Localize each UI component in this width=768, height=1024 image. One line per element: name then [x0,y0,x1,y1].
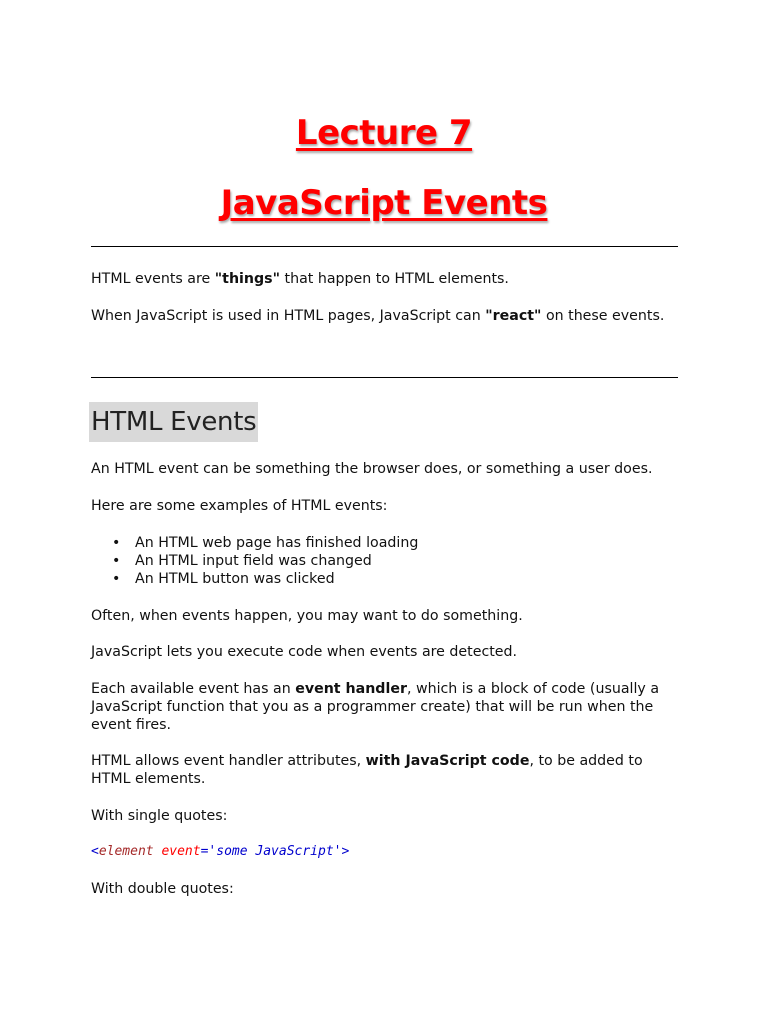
section-heading: HTML Events [89,402,258,442]
code-example: <element event='some JavaScript'> [91,844,350,859]
intro-paragraph-1: HTML events are "things" that happen to HTML elements. [91,271,509,287]
bullet-icon: • [112,571,121,587]
body-paragraph: Often, when events happen, you may want to do something. [91,608,523,624]
single-quotes-label: With single quotes: [91,808,228,824]
double-quotes-label: With double quotes: [91,881,234,897]
lecture-subtitle: JavaScript Events [220,183,548,223]
body-paragraph: Here are some examples of HTML events: [91,498,388,514]
list-item: • An HTML web page has finished loading [112,535,419,551]
list-item: • An HTML button was clicked [112,571,335,587]
list-item: • An HTML input field was changed [112,553,372,569]
event-handler-paragraph: Each available event has an event handler, which is a block of code (usually a JavaScript function that you as a programmer create) that will be run when the event fires. [91,681,660,733]
handler-attributes-paragraph: HTML allows event handler attributes, with JavaScript code, to be added to HTML elements. [91,753,643,787]
intro-paragraph-2: When JavaScript is used in HTML pages, JavaScript can "react" on these events. [91,308,665,324]
bullet-icon: • [112,553,121,569]
bullet-icon: • [112,535,121,551]
horizontal-rule [91,377,678,378]
horizontal-rule [91,246,678,247]
body-paragraph: JavaScript lets you execute code when events are detected. [91,644,518,660]
lecture-title: Lecture 7 [295,113,473,153]
event-examples-list [91,534,681,588]
body-paragraph: An HTML event can be something the browser does, or something a user does. [91,461,653,477]
